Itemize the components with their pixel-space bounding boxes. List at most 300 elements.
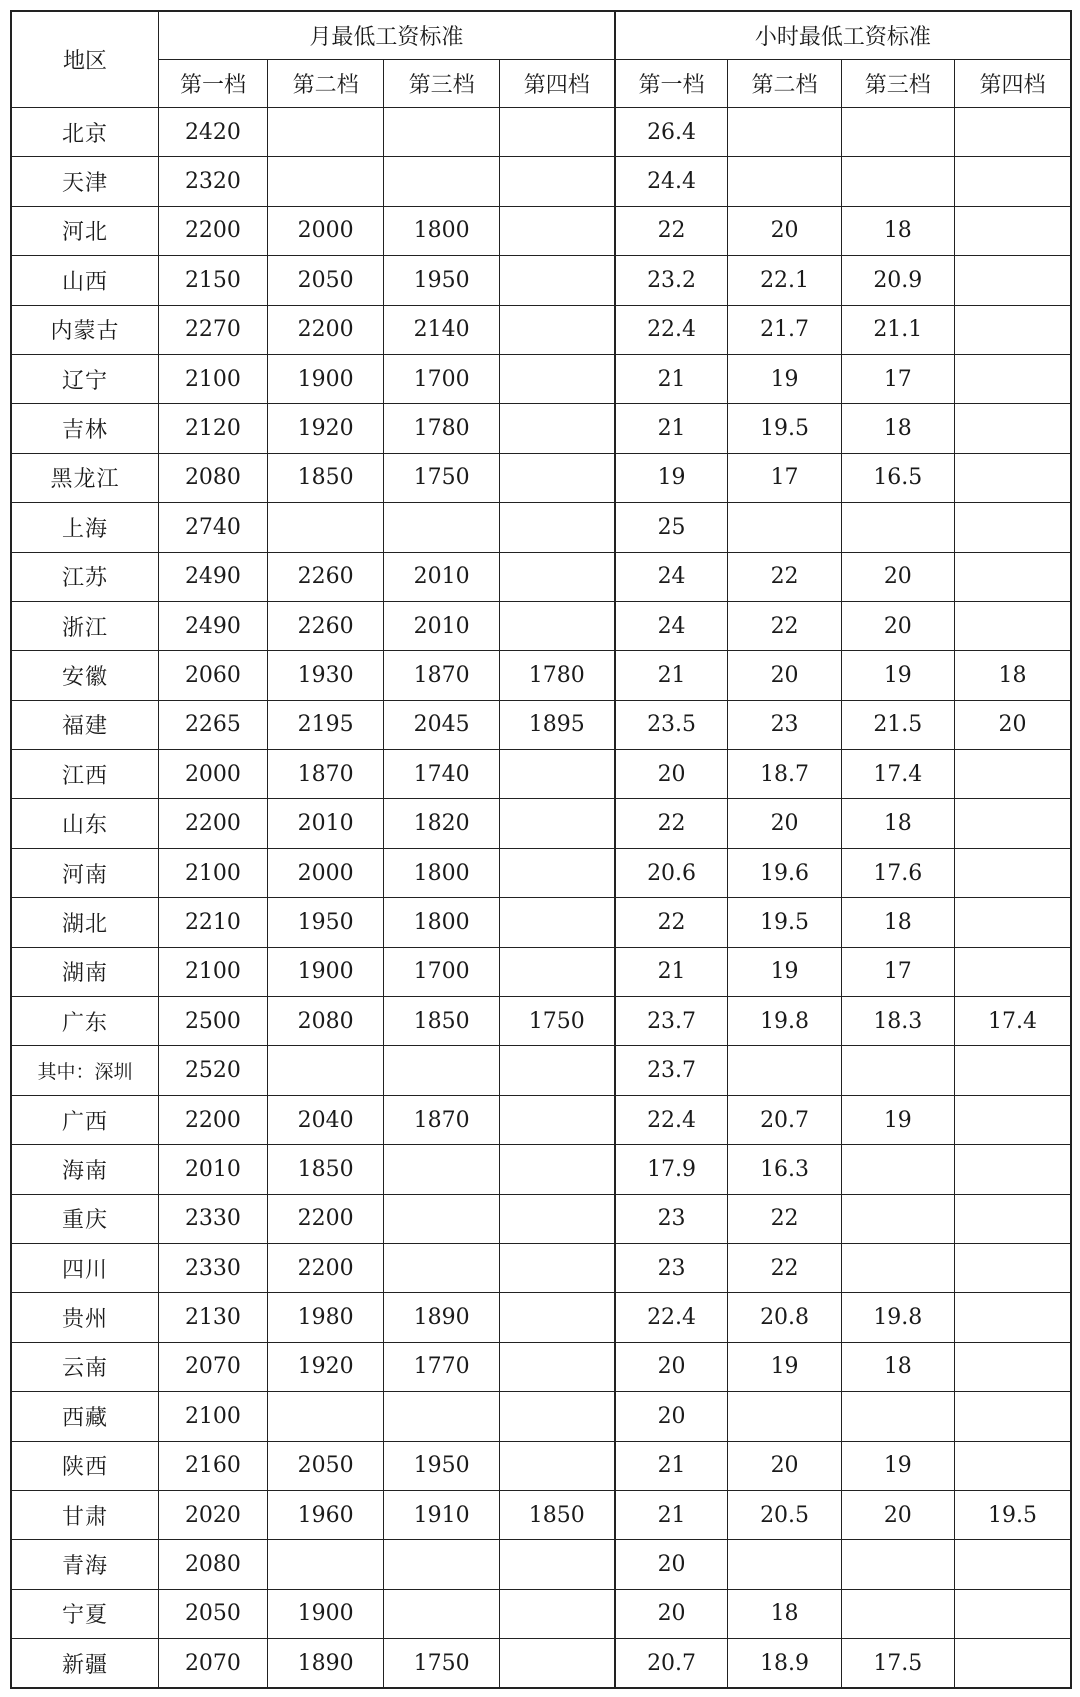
monthly-tier-2-cell: 1920	[267, 1342, 383, 1391]
hourly-tier-4-cell	[954, 354, 1071, 403]
monthly-tier-1-cell: 2020	[158, 1490, 267, 1539]
monthly-tier-4-cell	[499, 354, 614, 403]
table-row	[11, 947, 1071, 996]
hourly-tier-2-cell: 16.3	[728, 1145, 841, 1194]
hourly-tier-4-cell	[954, 750, 1071, 799]
hourly-tier-1-cell: 22	[615, 898, 728, 947]
hourly-tier-1-cell: 21	[615, 651, 728, 700]
monthly-tier-1-cell: 2080	[158, 453, 267, 502]
hourly-tier-1-cell: 20	[615, 1342, 728, 1391]
hourly-tier-1-cell: 23.7	[615, 1046, 728, 1095]
hourly-tier-3-cell: 16.5	[841, 453, 954, 502]
hourly-tier-1-cell: 23.7	[615, 997, 728, 1046]
hourly-tier-4-cell	[954, 503, 1071, 552]
monthly-tier-3-cell: 1780	[384, 404, 499, 453]
table-row	[11, 108, 1071, 157]
monthly-tier-4-cell	[499, 750, 614, 799]
table-row	[11, 206, 1071, 255]
monthly-tier-1-cell: 2490	[158, 552, 267, 601]
hourly-tier-1-cell: 20.7	[615, 1639, 728, 1688]
monthly-tier-3-cell	[384, 503, 499, 552]
hourly-tier-2-cell	[728, 157, 841, 206]
monthly-tier-3-cell: 1700	[384, 354, 499, 403]
monthly-tier-1-cell: 2080	[158, 1540, 267, 1589]
monthly-tier-2-cell: 2260	[267, 552, 383, 601]
table-row	[11, 552, 1071, 601]
monthly-tier-3-cell: 1800	[384, 206, 499, 255]
monthly-tier-4-cell	[499, 1392, 614, 1441]
monthly-tier-1-header: 第一档	[158, 60, 267, 108]
minimum-wage-table	[10, 10, 1072, 1689]
hourly-tier-1-cell: 24.4	[615, 157, 728, 206]
monthly-tier-4-cell	[499, 157, 614, 206]
table-row	[11, 1392, 1071, 1441]
region-cell: 安徽	[11, 651, 158, 700]
table-row	[11, 799, 1071, 848]
table-row	[11, 651, 1071, 700]
hourly-tier-3-cell: 17.5	[841, 1639, 954, 1688]
table-row	[11, 1095, 1071, 1144]
hourly-tier-1-header: 第一档	[615, 60, 728, 108]
table-row	[11, 256, 1071, 305]
table-row	[11, 601, 1071, 650]
hourly-tier-2-cell: 23	[728, 700, 841, 749]
table-row	[11, 750, 1071, 799]
hourly-tier-2-cell: 19.5	[728, 898, 841, 947]
hourly-tier-4-cell	[954, 1639, 1071, 1688]
monthly-tier-2-cell: 2000	[267, 206, 383, 255]
hourly-tier-3-cell	[841, 1194, 954, 1243]
hourly-tier-2-cell: 20	[728, 206, 841, 255]
region-cell: 湖南	[11, 947, 158, 996]
hourly-tier-4-cell	[954, 947, 1071, 996]
hourly-tier-3-cell: 18	[841, 404, 954, 453]
hourly-tier-2-cell	[728, 1392, 841, 1441]
monthly-tier-2-cell: 1850	[267, 453, 383, 502]
hourly-tier-1-cell: 21	[615, 404, 728, 453]
region-cell: 江西	[11, 750, 158, 799]
monthly-tier-1-cell: 2740	[158, 503, 267, 552]
hourly-tier-3-cell	[841, 503, 954, 552]
hourly-tier-1-cell: 19	[615, 453, 728, 502]
table-row	[11, 898, 1071, 947]
hourly-tier-4-cell: 20	[954, 700, 1071, 749]
monthly-tier-1-cell: 2120	[158, 404, 267, 453]
monthly-tier-2-cell: 1950	[267, 898, 383, 947]
hourly-tier-4-cell: 18	[954, 651, 1071, 700]
monthly-tier-1-cell: 2200	[158, 799, 267, 848]
table-body	[11, 108, 1071, 1689]
hourly-tier-3-cell: 21.1	[841, 305, 954, 354]
hourly-tier-1-cell: 26.4	[615, 108, 728, 157]
hourly-tier-4-cell	[954, 206, 1071, 255]
monthly-tier-1-cell: 2330	[158, 1194, 267, 1243]
hourly-tier-1-cell: 20	[615, 1540, 728, 1589]
monthly-tier-4-cell	[499, 1540, 614, 1589]
monthly-tier-1-cell: 2070	[158, 1639, 267, 1688]
monthly-tier-1-cell: 2200	[158, 1095, 267, 1144]
hourly-tier-2-cell: 22	[728, 552, 841, 601]
hourly-tier-4-cell	[954, 1243, 1071, 1292]
monthly-tier-4-cell	[499, 1095, 614, 1144]
monthly-tier-4-cell	[499, 503, 614, 552]
hourly-tier-4-cell	[954, 108, 1071, 157]
hourly-tier-3-cell: 18.3	[841, 997, 954, 1046]
hourly-tier-3-cell: 18	[841, 206, 954, 255]
region-header: 地区	[11, 11, 158, 108]
hourly-tier-2-cell	[728, 503, 841, 552]
monthly-tier-4-cell	[499, 108, 614, 157]
monthly-tier-2-cell	[267, 1046, 383, 1095]
hourly-tier-1-cell: 22.4	[615, 1293, 728, 1342]
hourly-tier-4-cell	[954, 1046, 1071, 1095]
hourly-tier-1-cell: 21	[615, 354, 728, 403]
hourly-tier-2-cell: 18.9	[728, 1639, 841, 1688]
hourly-tier-1-cell: 21	[615, 947, 728, 996]
hourly-tier-3-cell: 17	[841, 354, 954, 403]
monthly-tier-4-cell	[499, 1194, 614, 1243]
hourly-tier-1-cell: 24	[615, 601, 728, 650]
hourly-tier-2-cell: 19	[728, 947, 841, 996]
hourly-tier-3-cell: 20.9	[841, 256, 954, 305]
hourly-tier-3-cell	[841, 1540, 954, 1589]
table-header	[11, 11, 1071, 108]
monthly-tier-2-cell: 1960	[267, 1490, 383, 1539]
hourly-tier-2-cell	[728, 1540, 841, 1589]
region-cell: 河南	[11, 848, 158, 897]
table-row	[11, 700, 1071, 749]
monthly-tier-4-cell	[499, 799, 614, 848]
monthly-tier-1-cell: 2130	[158, 1293, 267, 1342]
monthly-tier-3-cell: 2140	[384, 305, 499, 354]
hourly-tier-4-cell	[954, 898, 1071, 947]
hourly-tier-3-cell	[841, 1145, 954, 1194]
hourly-tier-2-cell: 22	[728, 1194, 841, 1243]
table-row	[11, 1243, 1071, 1292]
hourly-tier-1-cell: 23	[615, 1243, 728, 1292]
monthly-tier-4-cell: 1750	[499, 997, 614, 1046]
hourly-tier-3-cell	[841, 1392, 954, 1441]
monthly-tier-2-cell: 1890	[267, 1639, 383, 1688]
hourly-tier-3-header: 第三档	[841, 60, 954, 108]
monthly-tier-2-cell	[267, 157, 383, 206]
hourly-tier-4-cell	[954, 1293, 1071, 1342]
hourly-tier-2-cell: 20	[728, 651, 841, 700]
region-cell: 山东	[11, 799, 158, 848]
region-cell: 内蒙古	[11, 305, 158, 354]
monthly-tier-2-cell: 2010	[267, 799, 383, 848]
monthly-tier-2-cell: 1850	[267, 1145, 383, 1194]
monthly-tier-3-cell: 1950	[384, 1441, 499, 1490]
hourly-tier-4-cell	[954, 1392, 1071, 1441]
monthly-tier-1-cell: 2200	[158, 206, 267, 255]
hourly-tier-2-cell: 19.5	[728, 404, 841, 453]
region-cell: 其中：深圳	[11, 1046, 158, 1095]
table-row	[11, 453, 1071, 502]
monthly-tier-4-cell	[499, 453, 614, 502]
monthly-tier-1-cell: 2100	[158, 848, 267, 897]
hourly-tier-4-cell	[954, 799, 1071, 848]
table-row	[11, 1342, 1071, 1391]
hourly-tier-4-cell: 17.4	[954, 997, 1071, 1046]
region-cell: 吉林	[11, 404, 158, 453]
monthly-tier-4-cell	[499, 1639, 614, 1688]
monthly-tier-4-cell	[499, 305, 614, 354]
table-row	[11, 1589, 1071, 1638]
hourly-tier-3-cell: 19	[841, 1095, 954, 1144]
monthly-tier-3-cell: 1890	[384, 1293, 499, 1342]
hourly-tier-4-cell	[954, 1095, 1071, 1144]
region-cell: 云南	[11, 1342, 158, 1391]
table-row	[11, 404, 1071, 453]
monthly-tier-4-cell: 1850	[499, 1490, 614, 1539]
monthly-tier-2-header: 第二档	[267, 60, 383, 108]
region-cell: 福建	[11, 700, 158, 749]
hourly-tier-2-cell: 20.8	[728, 1293, 841, 1342]
monthly-tier-3-cell: 1700	[384, 947, 499, 996]
table-row	[11, 354, 1071, 403]
monthly-tier-2-cell: 2050	[267, 1441, 383, 1490]
monthly-tier-2-cell	[267, 108, 383, 157]
hourly-tier-4-cell	[954, 601, 1071, 650]
monthly-tier-3-cell	[384, 1046, 499, 1095]
header-group-row	[11, 11, 1071, 60]
monthly-tier-2-cell: 1900	[267, 1589, 383, 1638]
table-row	[11, 1639, 1071, 1688]
hourly-tier-4-cell	[954, 404, 1071, 453]
hourly-tier-2-cell: 20	[728, 1441, 841, 1490]
monthly-tier-1-cell: 2330	[158, 1243, 267, 1292]
hourly-tier-4-cell	[954, 157, 1071, 206]
hourly-tier-3-cell	[841, 1589, 954, 1638]
monthly-tier-1-cell: 2100	[158, 1392, 267, 1441]
table-row	[11, 1540, 1071, 1589]
hourly-wage-header: 小时最低工资标准	[615, 11, 1071, 60]
monthly-wage-header: 月最低工资标准	[158, 11, 614, 60]
monthly-tier-4-cell	[499, 1589, 614, 1638]
monthly-tier-4-cell: 1895	[499, 700, 614, 749]
table-row	[11, 1293, 1071, 1342]
monthly-tier-4-cell	[499, 898, 614, 947]
monthly-tier-1-cell: 2420	[158, 108, 267, 157]
monthly-tier-3-cell: 1950	[384, 256, 499, 305]
monthly-tier-1-cell: 2520	[158, 1046, 267, 1095]
hourly-tier-2-cell	[728, 1046, 841, 1095]
hourly-tier-1-cell: 23.5	[615, 700, 728, 749]
monthly-tier-4-cell: 1780	[499, 651, 614, 700]
monthly-tier-2-cell	[267, 503, 383, 552]
monthly-tier-1-cell: 2490	[158, 601, 267, 650]
monthly-tier-3-header: 第三档	[384, 60, 499, 108]
monthly-tier-4-cell	[499, 552, 614, 601]
region-cell: 西藏	[11, 1392, 158, 1441]
hourly-tier-3-cell: 20	[841, 601, 954, 650]
region-cell: 甘肃	[11, 1490, 158, 1539]
monthly-tier-3-cell: 1820	[384, 799, 499, 848]
monthly-tier-3-cell	[384, 1589, 499, 1638]
monthly-tier-3-cell: 1800	[384, 848, 499, 897]
monthly-tier-3-cell: 1740	[384, 750, 499, 799]
region-cell: 广东	[11, 997, 158, 1046]
hourly-tier-3-cell	[841, 108, 954, 157]
header-tier-row	[11, 60, 1071, 108]
region-cell: 上海	[11, 503, 158, 552]
monthly-tier-4-cell	[499, 1293, 614, 1342]
hourly-tier-2-cell: 22	[728, 1243, 841, 1292]
table-row	[11, 848, 1071, 897]
table-row	[11, 1490, 1071, 1539]
monthly-tier-3-cell: 2010	[384, 552, 499, 601]
monthly-tier-2-cell: 2080	[267, 997, 383, 1046]
hourly-tier-2-cell: 19	[728, 1342, 841, 1391]
monthly-tier-4-cell	[499, 1342, 614, 1391]
region-cell: 新疆	[11, 1639, 158, 1688]
monthly-tier-2-cell: 2200	[267, 1243, 383, 1292]
monthly-tier-4-cell	[499, 206, 614, 255]
region-cell: 重庆	[11, 1194, 158, 1243]
hourly-tier-2-cell: 19.6	[728, 848, 841, 897]
monthly-tier-4-cell	[499, 848, 614, 897]
region-cell: 宁夏	[11, 1589, 158, 1638]
monthly-tier-4-header: 第四档	[499, 60, 614, 108]
hourly-tier-4-cell	[954, 1540, 1071, 1589]
hourly-tier-4-cell	[954, 1145, 1071, 1194]
monthly-tier-2-cell: 2260	[267, 601, 383, 650]
monthly-tier-2-cell: 2000	[267, 848, 383, 897]
monthly-tier-3-cell: 1800	[384, 898, 499, 947]
monthly-tier-3-cell: 1910	[384, 1490, 499, 1539]
table-row	[11, 1194, 1071, 1243]
region-cell: 北京	[11, 108, 158, 157]
hourly-tier-4-cell	[954, 552, 1071, 601]
monthly-tier-2-cell: 2195	[267, 700, 383, 749]
hourly-tier-2-cell	[728, 108, 841, 157]
hourly-tier-4-cell	[954, 256, 1071, 305]
monthly-tier-2-cell: 1900	[267, 947, 383, 996]
region-cell: 贵州	[11, 1293, 158, 1342]
hourly-tier-2-cell: 22	[728, 601, 841, 650]
hourly-tier-2-cell: 22.1	[728, 256, 841, 305]
hourly-tier-2-cell: 18	[728, 1589, 841, 1638]
monthly-tier-2-cell: 2200	[267, 1194, 383, 1243]
region-cell: 河北	[11, 206, 158, 255]
hourly-tier-2-cell: 20.7	[728, 1095, 841, 1144]
hourly-tier-1-cell: 22	[615, 206, 728, 255]
table-row	[11, 1145, 1071, 1194]
hourly-tier-2-cell: 17	[728, 453, 841, 502]
hourly-tier-2-cell: 20	[728, 799, 841, 848]
monthly-tier-3-cell: 1770	[384, 1342, 499, 1391]
monthly-tier-3-cell: 1870	[384, 1095, 499, 1144]
monthly-tier-2-cell: 2040	[267, 1095, 383, 1144]
hourly-tier-3-cell: 18	[841, 1342, 954, 1391]
hourly-tier-1-cell: 22.4	[615, 305, 728, 354]
monthly-tier-3-cell: 2045	[384, 700, 499, 749]
region-cell: 陕西	[11, 1441, 158, 1490]
hourly-tier-3-cell: 17	[841, 947, 954, 996]
monthly-tier-1-cell: 2010	[158, 1145, 267, 1194]
hourly-tier-3-cell: 21.5	[841, 700, 954, 749]
hourly-tier-4-header: 第四档	[954, 60, 1071, 108]
region-cell: 天津	[11, 157, 158, 206]
hourly-tier-3-cell	[841, 157, 954, 206]
monthly-tier-3-cell	[384, 1194, 499, 1243]
table-row	[11, 1046, 1071, 1095]
monthly-tier-3-cell	[384, 108, 499, 157]
hourly-tier-1-cell: 24	[615, 552, 728, 601]
region-cell: 海南	[11, 1145, 158, 1194]
monthly-tier-4-cell	[499, 404, 614, 453]
monthly-tier-1-cell: 2050	[158, 1589, 267, 1638]
monthly-tier-4-cell	[499, 1243, 614, 1292]
monthly-tier-1-cell: 2000	[158, 750, 267, 799]
monthly-tier-2-cell: 2200	[267, 305, 383, 354]
hourly-tier-3-cell: 18	[841, 799, 954, 848]
monthly-tier-4-cell	[499, 947, 614, 996]
hourly-tier-3-cell: 17.6	[841, 848, 954, 897]
hourly-tier-1-cell: 22	[615, 799, 728, 848]
monthly-tier-1-cell: 2060	[158, 651, 267, 700]
hourly-tier-2-cell: 20.5	[728, 1490, 841, 1539]
monthly-tier-1-cell: 2270	[158, 305, 267, 354]
table-row	[11, 503, 1071, 552]
monthly-tier-1-cell: 2100	[158, 947, 267, 996]
monthly-tier-1-cell: 2500	[158, 997, 267, 1046]
hourly-tier-1-cell: 20	[615, 1589, 728, 1638]
monthly-tier-2-cell: 1900	[267, 354, 383, 403]
region-cell: 广西	[11, 1095, 158, 1144]
hourly-tier-3-cell: 17.4	[841, 750, 954, 799]
hourly-tier-4-cell	[954, 305, 1071, 354]
monthly-tier-2-cell: 1980	[267, 1293, 383, 1342]
hourly-tier-4-cell	[954, 453, 1071, 502]
hourly-tier-1-cell: 20	[615, 750, 728, 799]
hourly-tier-4-cell: 19.5	[954, 1490, 1071, 1539]
monthly-tier-1-cell: 2150	[158, 256, 267, 305]
region-cell: 浙江	[11, 601, 158, 650]
monthly-tier-4-cell	[499, 601, 614, 650]
monthly-tier-2-cell: 1920	[267, 404, 383, 453]
hourly-tier-1-cell: 23	[615, 1194, 728, 1243]
monthly-tier-4-cell	[499, 256, 614, 305]
hourly-tier-2-cell: 18.7	[728, 750, 841, 799]
hourly-tier-1-cell: 21	[615, 1490, 728, 1539]
monthly-tier-1-cell: 2210	[158, 898, 267, 947]
table-row	[11, 305, 1071, 354]
hourly-tier-1-cell: 20.6	[615, 848, 728, 897]
hourly-tier-3-cell	[841, 1046, 954, 1095]
region-cell: 辽宁	[11, 354, 158, 403]
region-cell: 江苏	[11, 552, 158, 601]
monthly-tier-3-cell	[384, 1540, 499, 1589]
hourly-tier-4-cell	[954, 1589, 1071, 1638]
monthly-tier-1-cell: 2070	[158, 1342, 267, 1391]
hourly-tier-3-cell	[841, 1243, 954, 1292]
monthly-tier-2-cell: 1930	[267, 651, 383, 700]
hourly-tier-4-cell	[954, 1194, 1071, 1243]
region-cell: 山西	[11, 256, 158, 305]
region-cell: 湖北	[11, 898, 158, 947]
monthly-tier-3-cell: 1850	[384, 997, 499, 1046]
monthly-tier-1-cell: 2160	[158, 1441, 267, 1490]
hourly-tier-1-cell: 25	[615, 503, 728, 552]
hourly-tier-3-cell: 19	[841, 1441, 954, 1490]
monthly-tier-3-cell	[384, 157, 499, 206]
hourly-tier-4-cell	[954, 1342, 1071, 1391]
region-cell: 四川	[11, 1243, 158, 1292]
hourly-tier-2-cell: 19.8	[728, 997, 841, 1046]
hourly-tier-1-cell: 23.2	[615, 256, 728, 305]
